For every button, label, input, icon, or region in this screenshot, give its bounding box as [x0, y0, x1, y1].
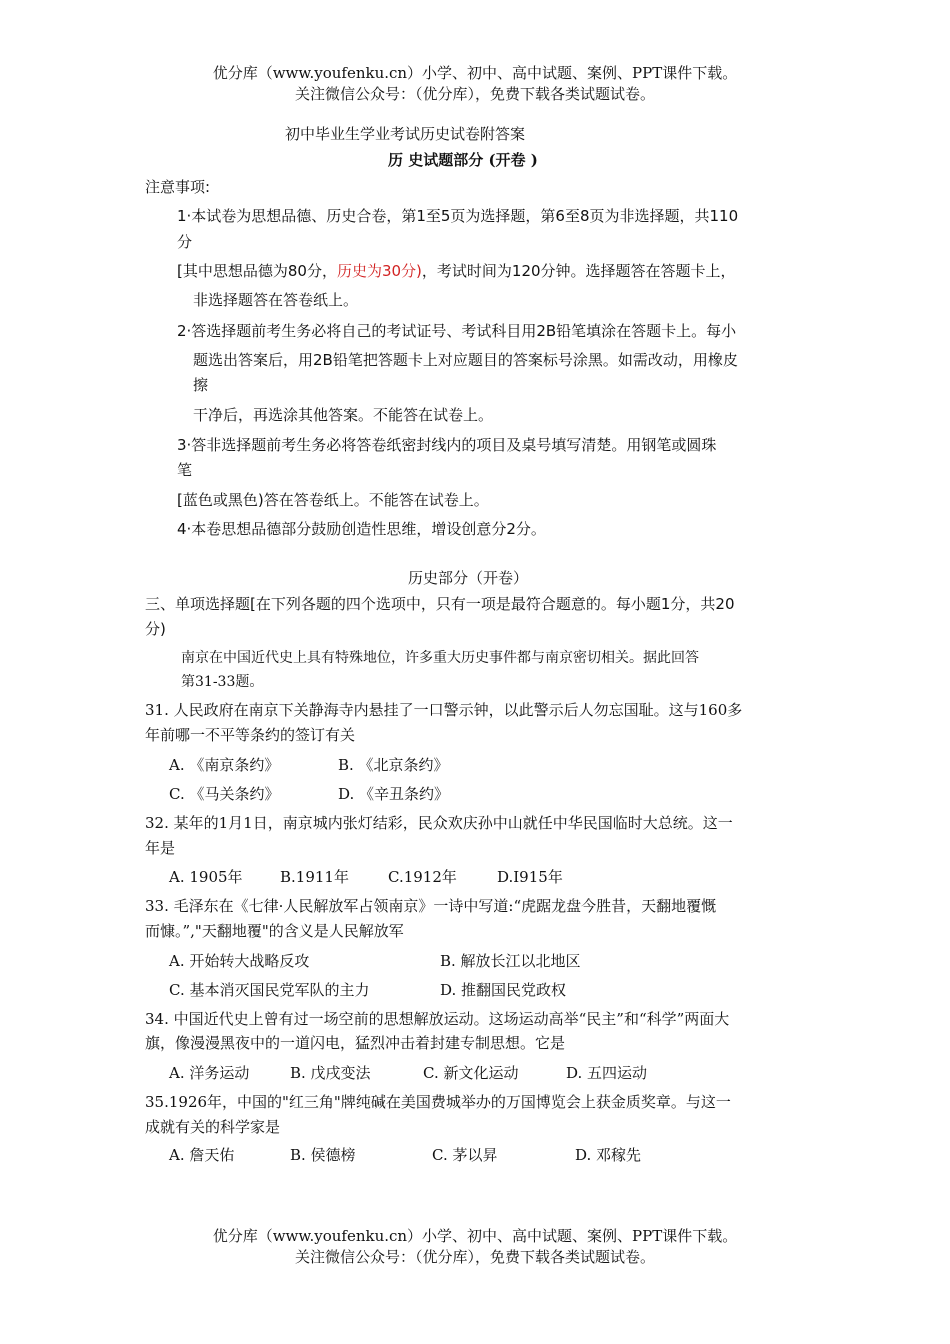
- notice-item-2-line-3: 擦: [193, 376, 209, 394]
- footer-line-2: 关注微信公众号：（优分库），免费下载各类试题试卷。: [294, 1248, 655, 1266]
- question-31-option-c: C. 《马关条约》: [169, 785, 280, 803]
- notice-item-1-line-4: 非选择题答在答卷纸上。: [193, 291, 359, 309]
- question-34-stem: 34. 中国近代史上曾有过一场空前的思想解放运动。这场运动高举“民主”和“科学”两面大: [145, 1010, 730, 1028]
- footer-line-1: 优分库（www.youfenku.cn）小学、初中、高中试题、案例、PPT课件下载。: [212, 1227, 738, 1245]
- question-35-option-b: B. 侯德榜: [290, 1146, 356, 1164]
- question-32-option-d: D.I915年: [497, 868, 563, 886]
- question-33-option-a: A. 开始转大战略反攻: [169, 952, 310, 970]
- question-34-option-d: D. 五四运动: [566, 1064, 648, 1082]
- notice-item-1: 1·本试卷为思想品德、历史合卷，第1至5页为选择题，第6至8页为非选择题，共110: [177, 207, 739, 225]
- question-31-option-a: A. 《南京条约》: [169, 756, 280, 774]
- question-31-stem-cont: 年前哪一不平等条约的签订有关: [145, 726, 356, 744]
- question-31-option-b: B. 《北京条约》: [338, 756, 449, 774]
- question-32-option-b: B.1911年: [280, 868, 349, 886]
- notice-item-1-history-score: 历史为30分): [336, 262, 422, 280]
- question-33-option-b: B. 解放长江以北地区: [440, 952, 581, 970]
- notice-item-3: 3·答非选择题前考生务必将答卷纸密封线内的项目及桌号填写清楚。用钢笔或圆珠: [177, 436, 717, 454]
- notice-item-1-pre: [其中思想品德为80分，: [177, 262, 337, 280]
- page-subtitle: 历 史试题部分 (开卷 ): [388, 151, 538, 169]
- question-34-option-b: B. 戊戌变法: [290, 1064, 371, 1082]
- section-instructions: 三、单项选择题[在下列各题的四个选项中，只有一项是最符合题意的。每小题1分，共20: [145, 595, 735, 613]
- notice-item-2-line-4: 干净后，再选涂其他答案。不能答在试卷上。: [193, 406, 494, 424]
- question-35-option-c: C. 茅以昇: [432, 1146, 498, 1164]
- notice-item-1-line-3: [177, 264, 736, 279]
- header-line-2: 关注微信公众号：（优分库），免费下载各类试题试卷。: [294, 85, 655, 103]
- question-35-stem-cont: 成就有关的科学家是: [145, 1118, 281, 1136]
- section-instructions-cont: 分): [145, 620, 166, 638]
- question-35-stem: 35.1926年，中国的"红三角"牌纯碱在美国费城举办的万国博览会上获金质奖章。与这一: [145, 1093, 731, 1111]
- question-32-option-c: C.1912年: [388, 868, 457, 886]
- question-group-intro: 南京在中国近代史上具有特殊地位，许多重大历史事件都与南京密切相关。据此回答: [181, 650, 699, 666]
- question-35-option-a: A. 詹天佑: [169, 1146, 235, 1164]
- notice-item-4: 4·本卷思想品德部分鼓励创造性思维，增设创意分2分。: [177, 520, 546, 538]
- notice-item-3-line-3: [蓝色或黑色)答在答卷纸上。不能答在试卷上。: [177, 491, 489, 509]
- notice-item-1-cont: 分: [177, 233, 193, 251]
- question-group-intro-cont: 第31-33题。: [181, 674, 264, 690]
- notice-item-2: 2·答选择题前考生务必将自己的考试证号、考试科目用2B铅笔填涂在答题卡上。每小: [177, 322, 737, 340]
- notice-heading: 注意事项:: [145, 178, 211, 196]
- question-32-stem: 32. 某年的1月1日，南京城内张灯结彩，民众欢庆孙中山就任中华民国临时大总统。这一: [145, 814, 733, 832]
- question-31-option-d: D. 《辛丑条约》: [338, 785, 450, 803]
- notice-item-1-post: ，考试时间为120分钟。选择题答在答题卡上，: [421, 262, 736, 280]
- page-title: 初中毕业生学业考试历史试卷附答案: [285, 125, 526, 143]
- question-32-option-a: A. 1905年: [169, 868, 243, 886]
- question-33-option-c: C. 基本消灭国民党军队的主力: [169, 981, 370, 999]
- question-33-option-d: D. 推翻国民党政权: [440, 981, 567, 999]
- notice-item-3-cont: 笔: [177, 461, 193, 479]
- section-title: 历史部分（开卷）: [408, 569, 529, 587]
- question-34-stem-cont: 旗，像漫漫黑夜中的一道闪电，猛烈冲击着封建专制思想。它是: [145, 1034, 566, 1052]
- question-31-stem: 31. 人民政府在南京下关静海寺内悬挂了一口警示钟，以此警示后人勿忘国耻。这与160多: [145, 701, 743, 719]
- question-33-stem-cont: 而慷。”,"天翻地覆"的含义是人民解放军: [145, 922, 404, 940]
- header-line-1: 优分库（www.youfenku.cn）小学、初中、高中试题、案例、PPT课件下载。: [212, 64, 738, 82]
- question-34-option-c: C. 新文化运动: [423, 1064, 519, 1082]
- notice-item-2-line-2: 题选出答案后，用2B铅笔把答题卡上对应题目的答案标号涂黑。如需改动，用橡皮: [193, 351, 738, 369]
- question-35-option-d: D. 邓稼先: [575, 1146, 642, 1164]
- question-34-option-a: A. 洋务运动: [169, 1064, 250, 1082]
- question-33-stem: 33. 毛泽东在《七律·人民解放军占领南京》一诗中写道:“虎踞龙盘今胜昔，天翻地覆慨: [145, 897, 717, 915]
- question-32-stem-cont: 年是: [145, 839, 176, 857]
